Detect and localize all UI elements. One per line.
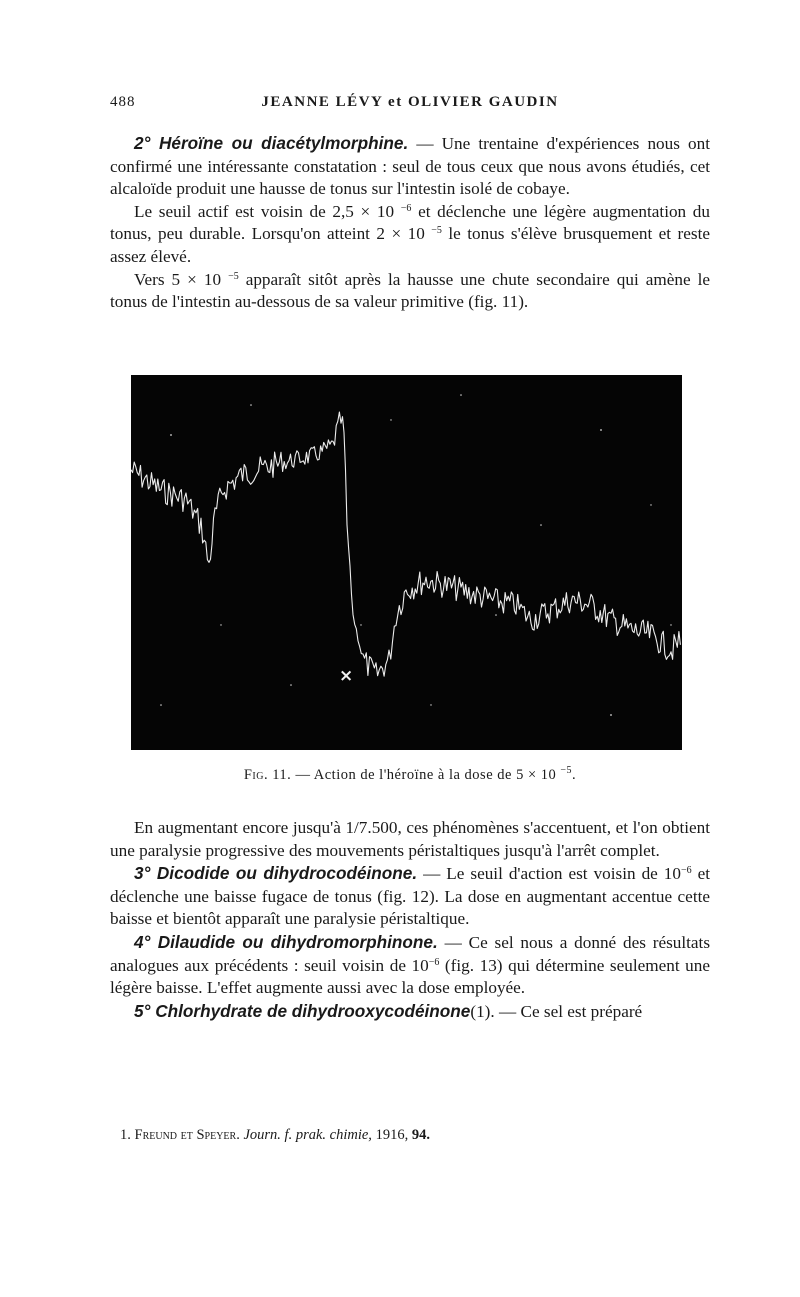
para-2-part-b: et déclenche une légère augmentation du tonus, peu durable. Lorsqu'on atteint 2 × 10 <box>110 201 710 244</box>
section-5-paragraph <box>110 1000 710 1024</box>
section-4-heading: 4° Dilaudide ou dihydromorphinone. <box>134 931 438 952</box>
running-head: JEANNE LÉVY et OLIVIER GAUDIN <box>261 94 559 110</box>
section-5-text: . — Ce sel est préparé <box>490 1001 643 1021</box>
section-2-text: — Une trentaine d'expériences nous ont confirmé une intéressante constatation : seul de tous ceux que nous avons étudiés, cet alcaloïde produit une hausse de tonus sur l'intestin isolé de cobaye. <box>110 134 710 199</box>
footnote-journal: Journ. f. prak. chimie, <box>243 1127 372 1143</box>
figure-label: Fig. 11. <box>243 767 292 783</box>
footnote-volume: 94. <box>411 1127 430 1143</box>
section-3-paragraph <box>110 862 710 931</box>
kymograph-trace <box>131 375 682 750</box>
caption-text: — Action de l'héroïne à la dose de 5 × 10 <box>291 767 561 783</box>
exponent: −6 <box>400 202 412 214</box>
exponent: −5 <box>228 270 239 282</box>
para-2-part-a: Le seuil actif est voisin de 2,5 × 10 <box>134 201 401 221</box>
text-block-bottom <box>110 817 710 1023</box>
figure-caption <box>110 767 710 784</box>
section-3-text-a: — Le seuil d'action est voisin de 10 <box>417 864 681 884</box>
section-2-heading: 2° Héroïne ou diacétylmorphine. <box>134 133 409 153</box>
page-number: 488 <box>110 94 136 110</box>
exponent: −6 <box>680 865 692 877</box>
section-4-text-b: (fig. 13) qui détermine seulement une légère baisse. L'effet augmente aussi avec la dose employée. <box>110 955 711 998</box>
footnote <box>120 1127 710 1144</box>
section-3-text-b: et déclenche une baisse fugace de tonus (fig. 12). La dose en augmentant accentue cette baisse et bientôt apparaît une paralysie péristaltique. <box>110 864 710 929</box>
footnote-number: 1. <box>120 1127 131 1143</box>
section-3-heading: 3° Dicodide ou dihydrocodéinone. <box>134 863 418 884</box>
exponent: −5 <box>431 225 442 237</box>
exponent: −6 <box>428 956 440 968</box>
text-block-top <box>110 132 710 314</box>
footnote-year: 1916, <box>371 1127 412 1143</box>
section-4-paragraph <box>110 931 710 1000</box>
section-2-paragraph-3 <box>110 269 710 314</box>
caption-end: . <box>572 767 577 783</box>
para-3-part-b: apparaît sitôt après la hausse une chute secondaire qui amène le tonus de l'intestin au-dessous de sa valeur primitive (fig. 11). <box>110 269 710 312</box>
section-5-heading: 5° Chlorhydrate de dihydrooxycodéinone <box>134 1000 471 1021</box>
para-2-part-c: le tonus s'élève brusquement et reste assez élevé. <box>110 224 710 266</box>
section-2-paragraph-1 <box>110 132 710 201</box>
injection-marker: × <box>339 666 354 686</box>
page-header <box>110 94 710 116</box>
figure-11-kymograph <box>131 375 682 750</box>
section-4-text-a: — Ce sel nous a donné des résultats analogues aux précédents : seuil voisin de 10 <box>110 932 711 975</box>
section-2-paragraph-2 <box>110 201 710 269</box>
continued-paragraph: En augmentant encore jusqu'à 1/7.500, ces phénomènes s'accentuent, et l'on obtient une paralysie progressive des mouvements péristaltiques jusqu'à l'arrêt complet. <box>110 818 710 860</box>
para-3-part-a: Vers 5 × 10 <box>134 269 229 289</box>
exponent: −5 <box>560 765 573 776</box>
footnote-reference[interactable]: (1) <box>470 1001 491 1021</box>
footnote-authors: Freund et Speyer. <box>134 1127 240 1143</box>
